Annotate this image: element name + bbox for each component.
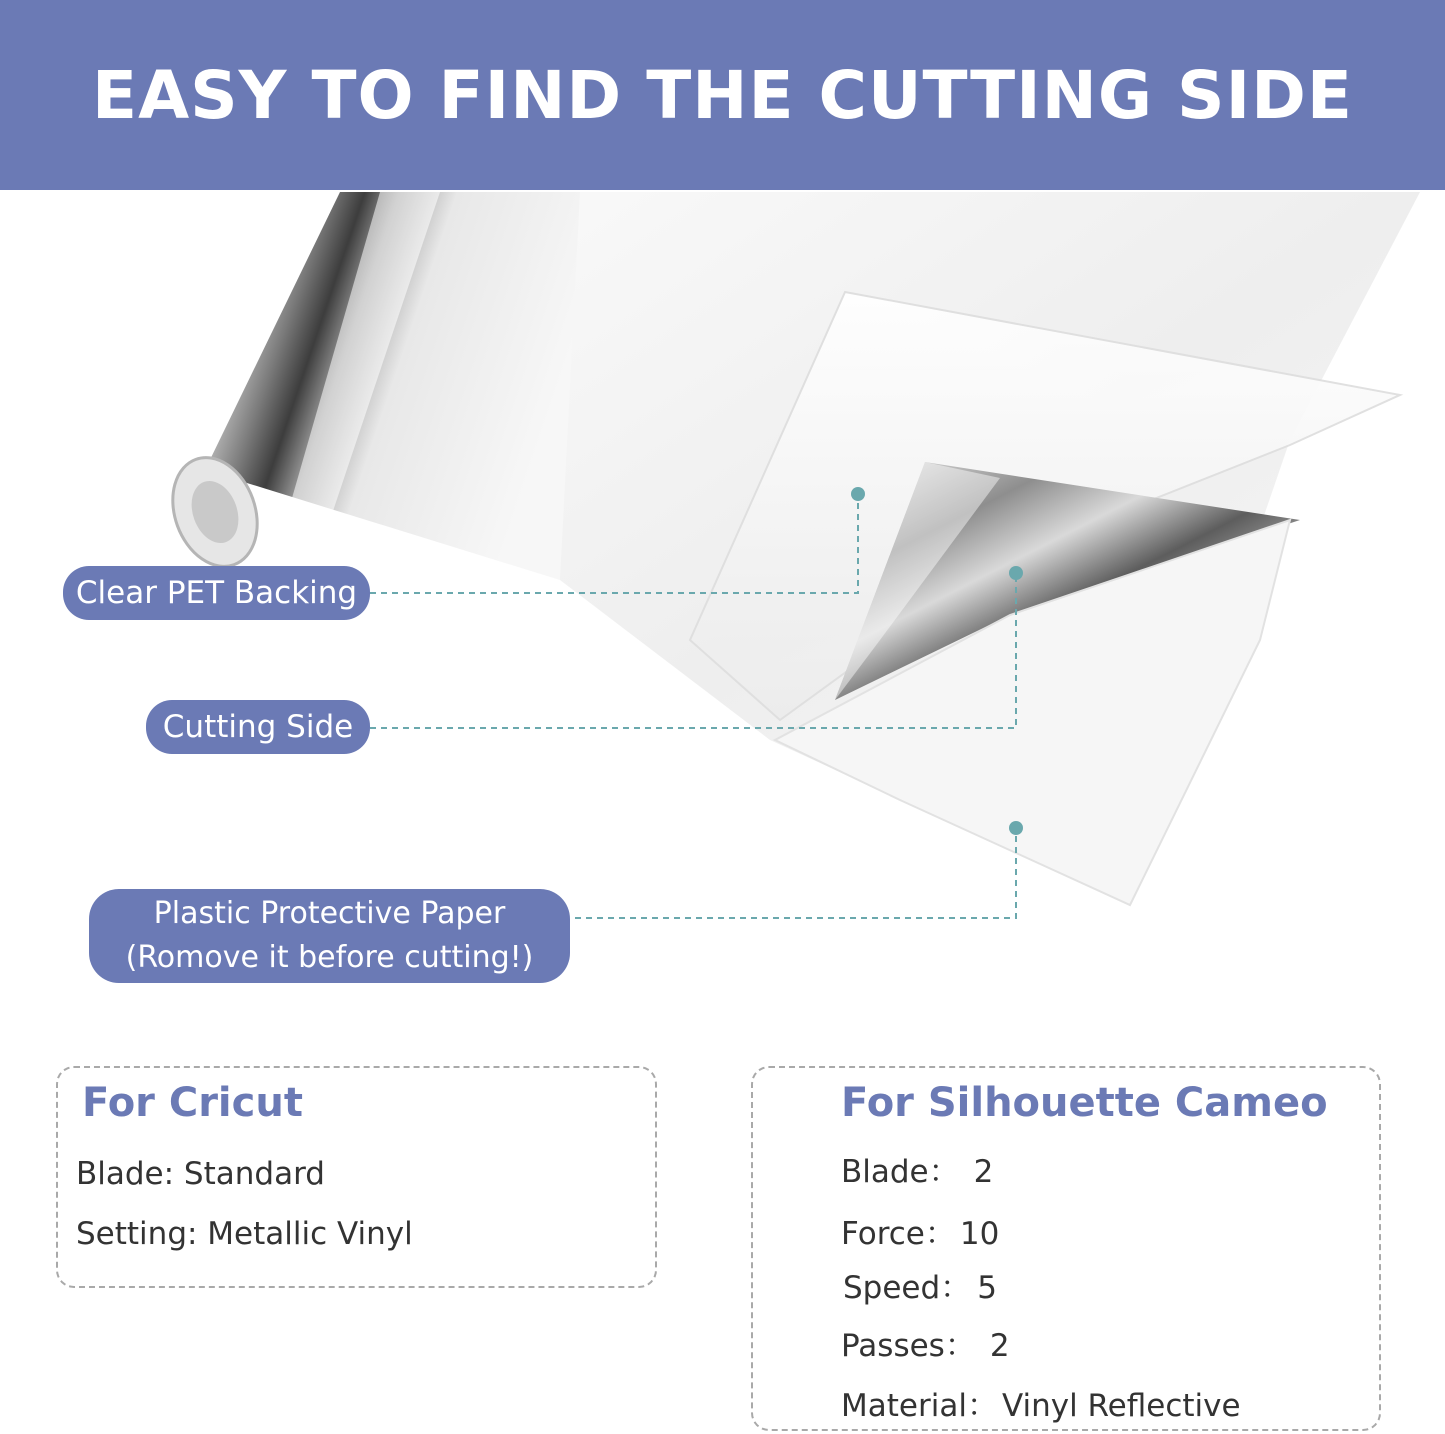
leader-dot <box>1009 821 1023 835</box>
row-value: Vinyl Reflective <box>1001 1388 1241 1424</box>
callout-clear-pet-backing <box>63 566 370 620</box>
cricut-blade: Blade: Standard <box>76 1156 325 1192</box>
callout-label: Cutting Side <box>162 709 354 745</box>
silhouette-card-title: For Silhouette Cameo <box>841 1080 1328 1126</box>
cricut-setting: Setting: Metallic Vinyl <box>76 1216 413 1252</box>
callout-protective-paper <box>89 889 570 983</box>
row-label: Speed： <box>843 1270 972 1306</box>
banner-title: EASY TO FIND THE CUTTING SIDE <box>91 56 1354 134</box>
silhouette-settings-card <box>751 1066 1381 1431</box>
cricut-settings-card <box>56 1066 657 1288</box>
silhouette-row-speed <box>843 1262 997 1307</box>
callout-cutting-side <box>146 700 370 754</box>
callout-label-line1: Plastic Protective Paper <box>153 896 506 931</box>
silhouette-row-passes <box>841 1320 1010 1365</box>
leader-dot <box>1009 566 1023 580</box>
silhouette-row-blade <box>841 1146 993 1191</box>
silhouette-row-material <box>841 1380 1241 1425</box>
row-label: Blade： <box>841 1154 960 1190</box>
row-value: 10 <box>959 1216 1000 1252</box>
silhouette-row-force <box>841 1208 999 1253</box>
callout-label: Clear PET Backing <box>75 575 358 611</box>
leader-dot <box>851 487 865 501</box>
row-value: 2 <box>973 1154 994 1190</box>
row-label: Passes： <box>841 1328 976 1364</box>
callout-label-line2: (Romove it before cutting!) <box>125 940 534 975</box>
row-label: Force： <box>841 1216 956 1252</box>
title-banner <box>0 0 1445 190</box>
row-value: 5 <box>977 1270 997 1306</box>
row-label: Material： <box>841 1388 998 1424</box>
row-value: 2 <box>989 1328 1010 1364</box>
cricut-card-title: For Cricut <box>82 1080 303 1126</box>
